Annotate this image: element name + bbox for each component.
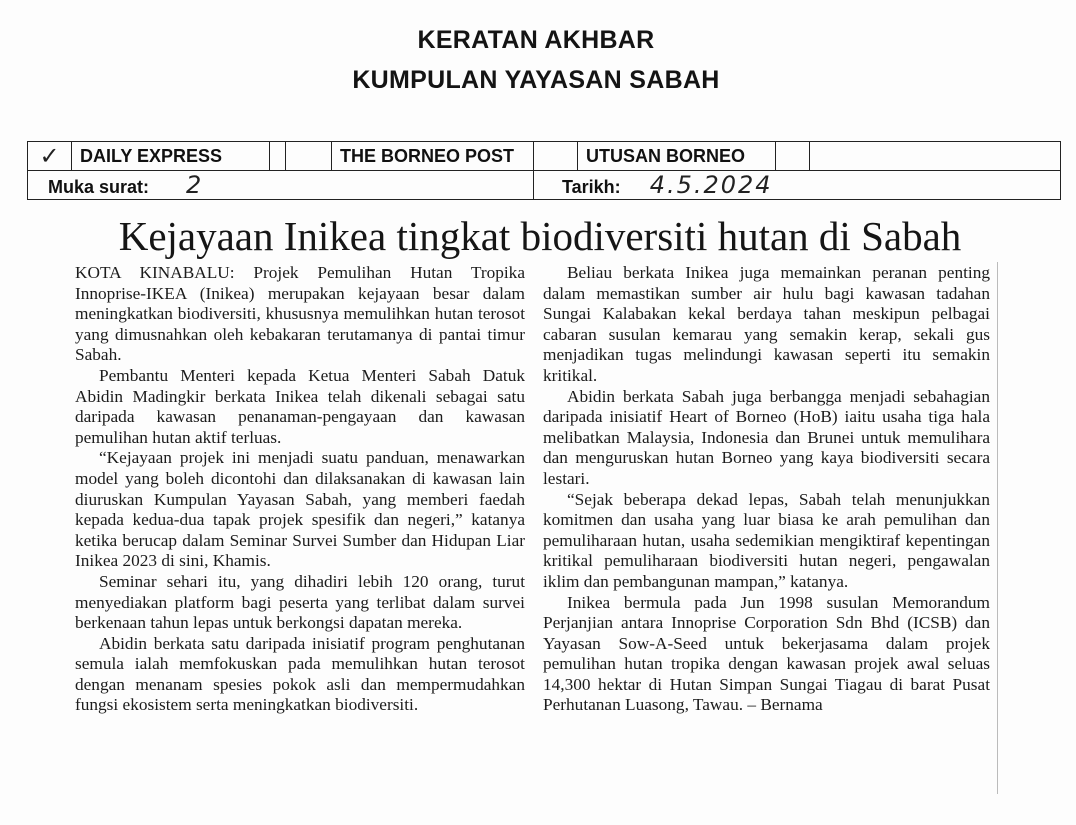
borneo-post-label: THE BORNEO POST (340, 145, 515, 166)
source-row (28, 142, 1061, 171)
utusan-borneo-label: UTUSAN BORNEO (586, 145, 746, 166)
utusan-borneo-box (776, 142, 810, 171)
date-cell (534, 171, 1061, 200)
borneo-post-check-cell (286, 142, 332, 171)
clipping-title: KERATAN AKHBAR (417, 26, 655, 54)
page-cell (28, 171, 534, 200)
date-label: Tarikh: (562, 177, 621, 197)
article-column-left (75, 263, 525, 716)
article-headline: Kejayaan Inikea tingkat biodiversiti hutan di Sabah (118, 213, 962, 259)
empty-cell (810, 142, 1061, 171)
article-paragraph: KOTA KINABALU: Projek Pemulihan Hutan Tropika Innoprise-IKEA (Inikea) merupakan kejayaan besar dalam meningkatkan biodiversiti, khususnya memulihkan hutan terosot yang dimusnahkan oleh kebakaran terutamanya di pantai timur Sabah. (75, 263, 525, 365)
utusan-borneo-check-cell (534, 142, 578, 171)
article-paragraph: Inikea bermula pada Jun 1998 susulan Memorandum Perjanjian antara Innoprise Corporation Sdn Bhd (ICSB) dan Yayasan Sow-A-Seed untuk bekerjasama dalam projek pemulihan hutan tropika dengan kawasan projek awal seluas 14,300 hektar di Hutan Simpan Sungai Tiagau di barat Pusat Perhutanan Luasong, Tawau. – Bernama (543, 592, 990, 715)
article-column-right (543, 263, 990, 716)
source-table (27, 141, 1061, 200)
page-label: Muka surat: (48, 177, 150, 197)
daily-express-label: DAILY EXPRESS (80, 145, 223, 166)
article-paragraph: Beliau berkata Inikea juga memainkan peranan penting dalam memastikan sumber air hulu bagi kawasan tadahan Sungai Kalabakan kekal berdaya tahan meskipun pelbagai cabaran susulan kemarau yang semakin kerap, sekali gus menjadikan tugas melindungi kawasan seperti itu semakin kritikal. (543, 263, 990, 385)
daily-express-box (270, 142, 286, 171)
article-paragraph: Abidin berkata Sabah juga berbangga menjadi sebahagian daripada inisiatif Heart of Borneo (HoB) iaitu usaha tiga hala melibatkan Malaysia, Indonesia dan Brunei untuk memulihara dan menguruskan hutan Borneo yang kaya biodiversiti secara lestari. (543, 386, 990, 488)
article-paragraph: “Kejayaan projek ini menjadi suatu panduan, menawarkan model yang boleh dicontohi dan dilaksanakan di kawasan lain diuruskan Kumpulan Yayasan Sabah, yang memberi faedah kepada kedua-dua tapak projek spesifik dan negeri,” katanya ketika berucap dalam Seminar Survei Sumber dan Hidupan Liar Inikea 2023 di sini, Khamis. (75, 448, 525, 571)
article-paragraph: “Sejak beberapa dekad lepas, Sabah telah menunjukkan komitmen dan usaha yang luar biasa ke arah pemulihan dan pemuliharaan hutan, usaha sedemikian mengiktiraf kepentingan kritikal pemuliharaan biodiversiti hutan negeri, pengawalan iklim dan pembangunan mampan,” katanya. (543, 489, 990, 591)
article-paragraph: Abidin berkata satu daripada inisiatif program penghutanan semula ialah memfokuskan pada memulihkan hutan terosot dengan menanam spesies pokok asli dan mempermudahkan fungsi ekosistem serta meningkatkan biodiversiti. (75, 633, 525, 715)
organization-title: KUMPULAN YAYASAN SABAH (352, 66, 720, 94)
daily-express-cell (72, 142, 270, 171)
checkmark-icon: ✓ (39, 142, 60, 170)
article-paragraph: Seminar sehari itu, yang dihadiri lebih 120 orang, turut menyediakan platform bagi peserta yang terlibat dalam survei berkenaan tahun lepas untuk berkongsi dapatan mereka. (75, 571, 525, 633)
utusan-borneo-cell (578, 142, 776, 171)
meta-row (28, 171, 1061, 200)
page-value: 2 (186, 171, 202, 199)
borneo-post-cell (332, 142, 534, 171)
daily-express-check-cell (28, 142, 72, 171)
article-paragraph: Pembantu Menteri kepada Ketua Menteri Sabah Datuk Abidin Madingkir berkata Inikea telah dikenali sebagai satu daripada kawasan penanaman-pengayaan dan kawasan pemulihan hutan aktif terluas. (75, 365, 525, 447)
column-edge-rule (997, 262, 998, 794)
date-value: 4.5.2024 (649, 171, 773, 199)
